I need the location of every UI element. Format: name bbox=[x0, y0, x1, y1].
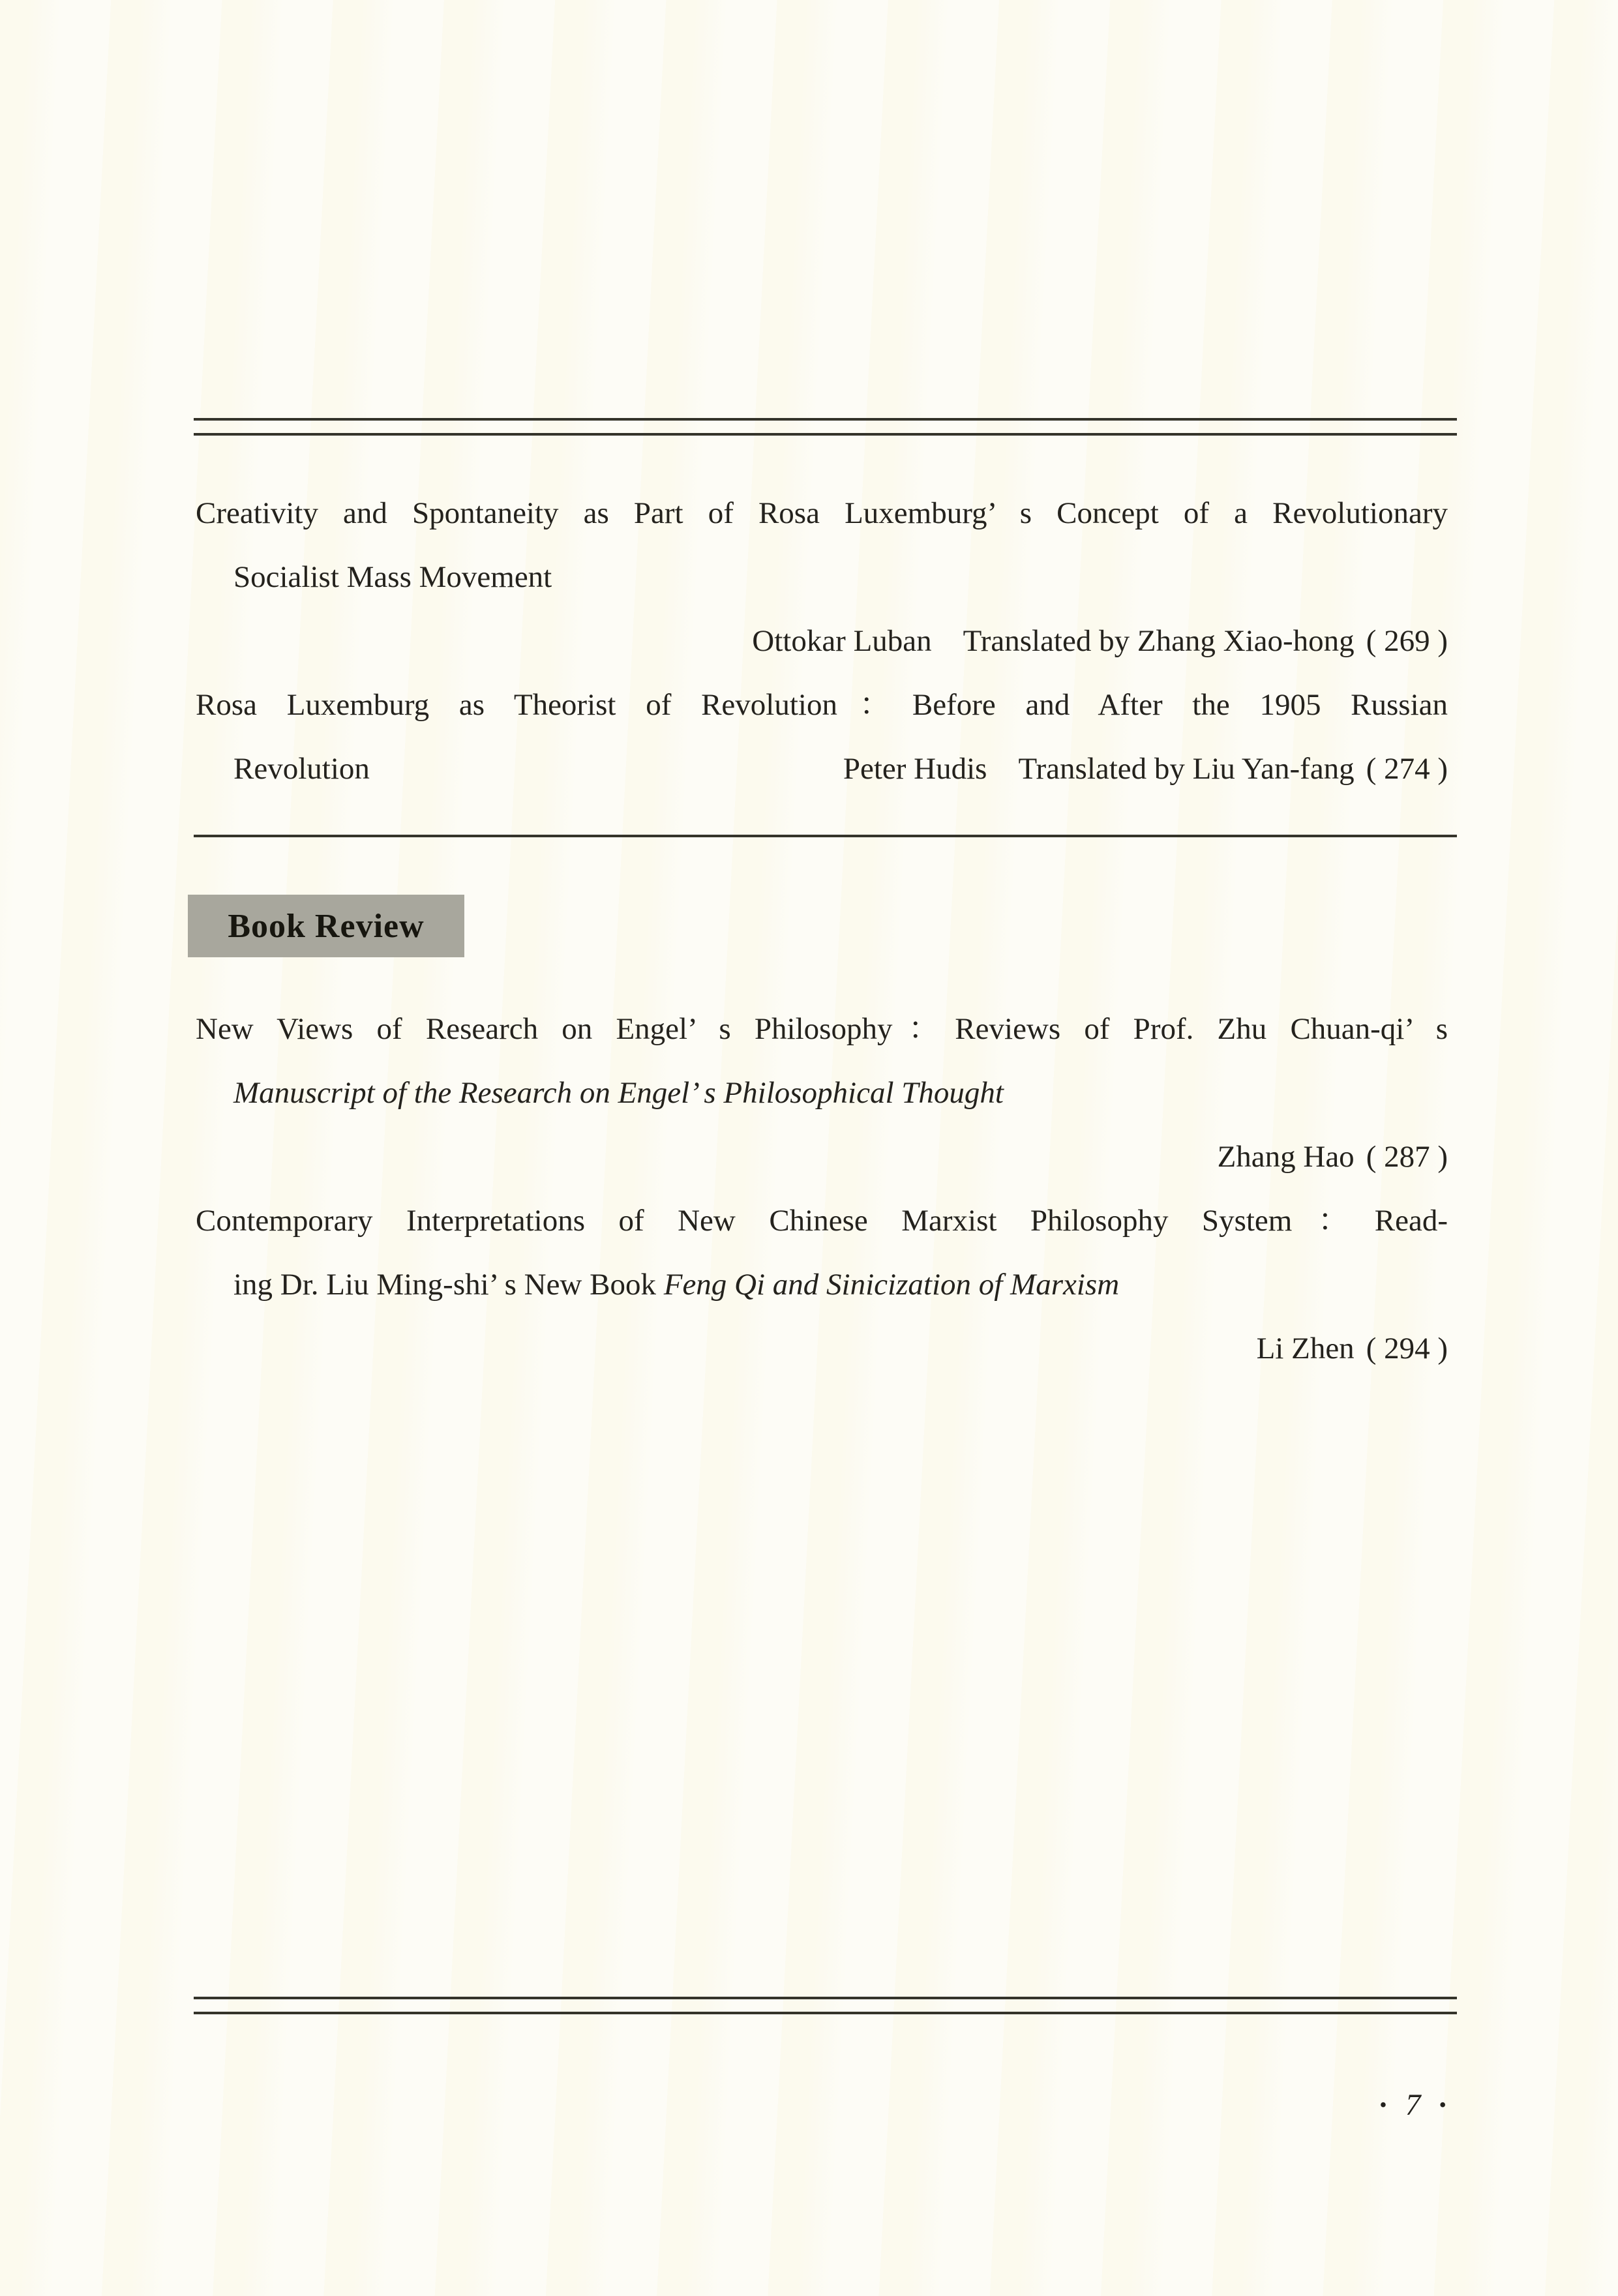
bottom-double-rule bbox=[194, 1997, 1457, 2014]
page-number bbox=[196, 2084, 1448, 2126]
toc-entry-title-line bbox=[196, 1253, 1448, 1317]
toc-book-review-section bbox=[196, 997, 1448, 1380]
toc-entry-title-line bbox=[196, 1061, 1448, 1125]
entry-book-title-italic: Feng Qi and Sinicization of Marxism bbox=[663, 1268, 1120, 1302]
author-name: Peter Hudis bbox=[843, 752, 987, 786]
entry-title-text: Rosa Luxemburg as Theorist of Revolution：Before and After the 1905 Russian bbox=[196, 688, 1448, 722]
page-reference: ( 269 ) bbox=[1366, 624, 1448, 658]
author-name: Zhang Hao bbox=[1217, 1140, 1355, 1174]
entry-title-text: Revolution bbox=[233, 752, 370, 786]
toc-entry-title-line bbox=[196, 481, 1448, 545]
section-divider-rule bbox=[194, 835, 1457, 837]
toc-entry-credit-line bbox=[196, 737, 1448, 801]
toc-entry-title-line bbox=[196, 997, 1448, 1061]
entry-title-text: ing Dr. Liu Ming-shi’ s New Book bbox=[233, 1268, 664, 1302]
toc-articles-section bbox=[196, 481, 1448, 801]
translator-credit: Translated by Zhang Xiao-hong bbox=[963, 624, 1355, 658]
toc-entry-title-line bbox=[196, 545, 1448, 609]
page-reference: ( 287 ) bbox=[1366, 1140, 1448, 1174]
entry-title-text: New Views of Research on Engel’ s Philosophy：Reviews of Prof. Zhu Chuan-qi’ s bbox=[196, 1012, 1448, 1046]
page-number-dot-left: · bbox=[1378, 2088, 1388, 2122]
page-number-dot-right: · bbox=[1437, 2088, 1448, 2122]
translator-credit: Translated by Liu Yan-fang bbox=[1018, 752, 1355, 786]
toc-entry-credit-line bbox=[196, 609, 1448, 673]
toc-entry-credit-line bbox=[196, 1317, 1448, 1380]
author-name: Ottokar Luban bbox=[752, 624, 932, 658]
toc-entry-title-line bbox=[196, 673, 1448, 737]
top-double-rule bbox=[194, 418, 1457, 436]
credit-group bbox=[843, 737, 1448, 801]
entry-title-text: Socialist Mass Movement bbox=[233, 560, 552, 594]
book-review-heading: Book Review bbox=[228, 907, 425, 945]
page-reference: ( 274 ) bbox=[1366, 752, 1448, 786]
entry-title-text: Contemporary Interpretations of New Chinese Marxist Philosophy System：Read- bbox=[196, 1204, 1448, 1238]
entry-title-text: Creativity and Spontaneity as Part of Rosa Luxemburg’ s Concept of a Revolutionary bbox=[196, 496, 1448, 530]
page-number-value: 7 bbox=[1405, 2088, 1421, 2122]
toc-entry-title-line bbox=[196, 1189, 1448, 1253]
book-review-heading-box bbox=[188, 895, 464, 957]
page-reference: ( 294 ) bbox=[1366, 1332, 1448, 1365]
entry-book-title-italic: Manuscript of the Research on Engel’ s Philosophical Thought bbox=[233, 1076, 1004, 1110]
author-name: Li Zhen bbox=[1256, 1332, 1355, 1365]
toc-entry-credit-line bbox=[196, 1125, 1448, 1189]
